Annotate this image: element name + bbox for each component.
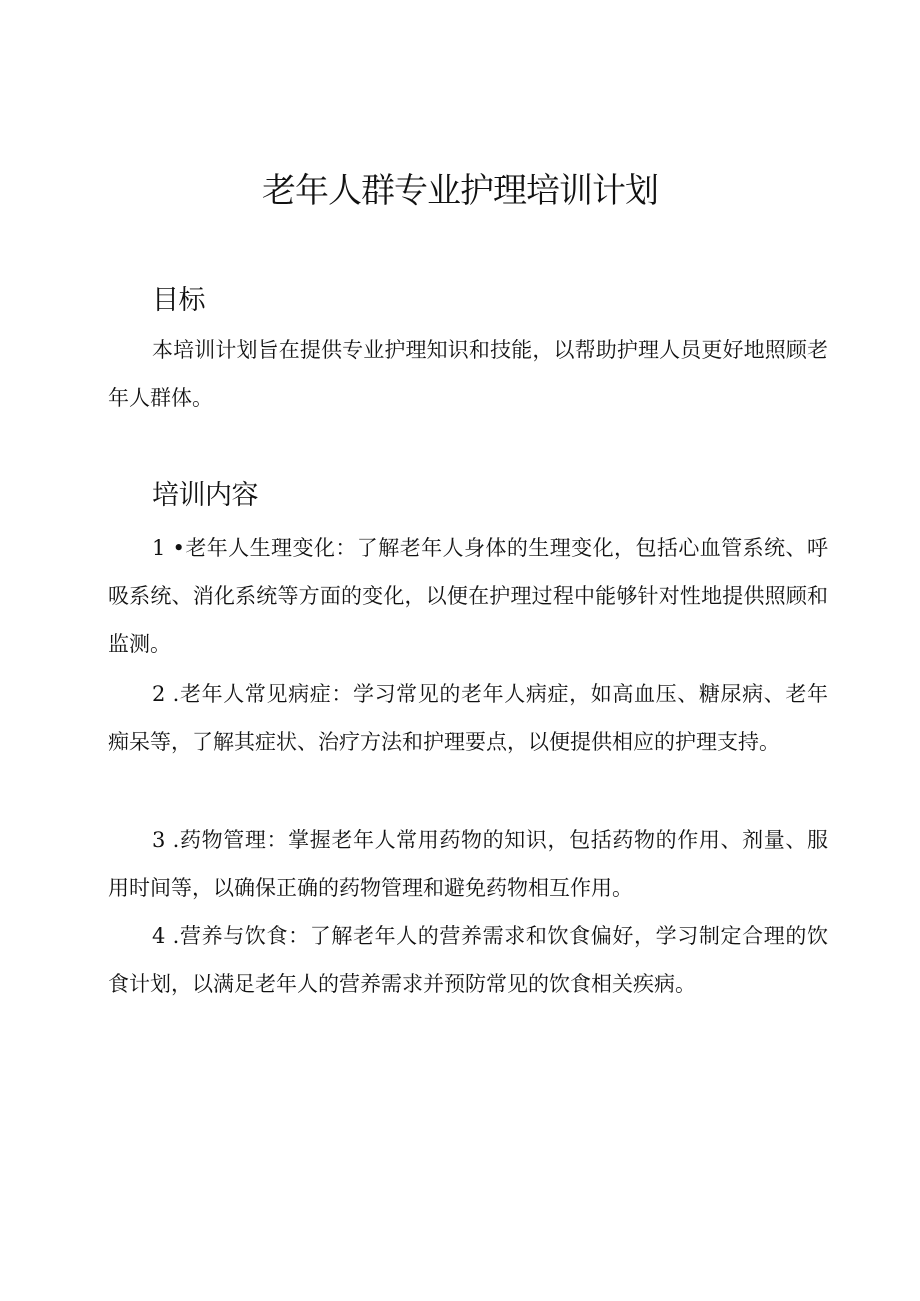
section-heading-content: 培训内容 — [152, 480, 258, 511]
list-item-number: 2 . — [152, 682, 180, 706]
list-item — [108, 524, 828, 668]
list-item — [108, 670, 828, 766]
list-item — [108, 912, 828, 1008]
list-item-number: 3 . — [152, 828, 180, 852]
list-item-number: 1 • — [152, 536, 185, 560]
list-item-number: 4 . — [152, 924, 180, 948]
list-item-text: 老年人常见病症：学习常见的老年人病症，如高血压、糖尿病、老年痴呆等，了解其症状、治疗方法和护理要点，以便提供相应的护理支持。 — [108, 682, 829, 754]
goal-paragraph: 本培训计划旨在提供专业护理知识和技能，以帮助护理人员更好地照顾老年人群体。 — [108, 338, 828, 410]
list-item-text: 老年人生理变化：了解老年人身体的生理变化，包括心血管系统、呼吸系统、消化系统等方面的变化，以便在护理过程中能够针对性地提供照顾和监测。 — [108, 536, 828, 656]
list-item-text: 药物管理：掌握老年人常用药物的知识，包括药物的作用、剂量、服用时间等，以确保正确的药物管理和避免药物相互作用。 — [108, 828, 829, 900]
list-item-text: 营养与饮食：了解老年人的营养需求和饮食偏好，学习制定合理的饮食计划，以满足老年人的营养需求并预防常见的饮食相关疾病。 — [108, 924, 829, 996]
section-heading-goal: 目标 — [152, 285, 205, 316]
document-title: 老年人群专业护理培训计划 — [262, 171, 658, 211]
list-item — [108, 816, 828, 912]
